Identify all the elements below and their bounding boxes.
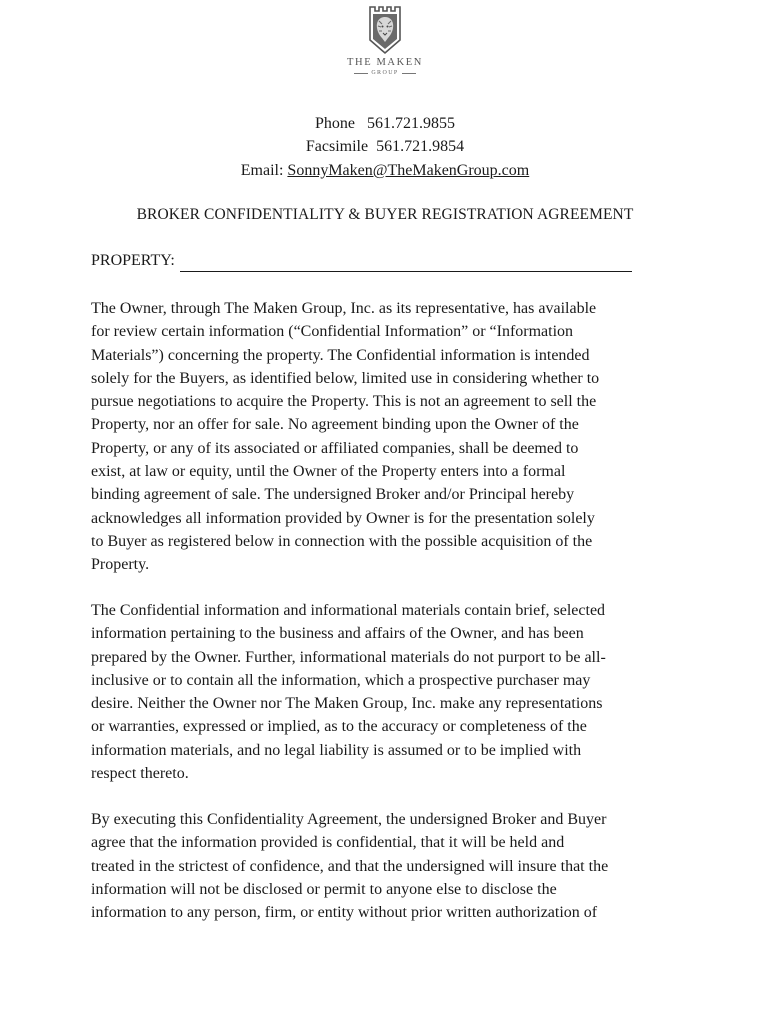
paragraph-line: or warranties, expressed or implied, as to the accuracy or completeness of the bbox=[91, 718, 587, 736]
paragraph-line: The Owner, through The Maken Group, Inc. as its representative, has available bbox=[91, 300, 597, 317]
document-title: BROKER CONFIDENTIALITY & BUYER REGISTRATION AGREEMENT bbox=[136, 206, 634, 223]
paragraph-line: inclusive or to contain all the information, which a prospective purchaser may bbox=[91, 671, 591, 689]
paragraph-3 bbox=[91, 808, 691, 924]
paragraph-line: prepared by the Owner. Further, informational materials do not purport to be all- bbox=[91, 648, 606, 666]
phone-line: Phone 561.721.9855 bbox=[315, 115, 455, 132]
paragraph-line: treated in the strictest of confidence, and that the undersigned will insure that the bbox=[91, 857, 609, 875]
paragraph-line: information will not be disclosed or permit to anyone else to disclose the bbox=[91, 880, 557, 898]
logo-name: THE MAKEN bbox=[347, 57, 423, 68]
lion-crest-icon bbox=[367, 4, 403, 56]
paragraph-line: acknowledges all information provided by Owner is for the presentation solely bbox=[91, 509, 595, 527]
paragraph-line: information materials, and no legal liability is assumed or to be implied with bbox=[91, 741, 582, 759]
paragraph-line: binding agreement of sale. The undersigned Broker and/or Principal hereby bbox=[91, 486, 575, 504]
paragraph-2 bbox=[91, 599, 691, 785]
paragraph-line: respect thereto. bbox=[91, 765, 189, 783]
logo-subtitle bbox=[330, 69, 440, 78]
paragraph-1 bbox=[91, 297, 691, 577]
logo-sub-text: GROUP bbox=[371, 70, 399, 76]
paragraph-line: desire. Neither the Owner nor The Maken Group, Inc. make any representations bbox=[91, 695, 603, 713]
contact-block bbox=[0, 112, 770, 182]
paragraph-line: exist, at law or equity, until the Owner of the Property enters into a formal bbox=[91, 463, 566, 481]
paragraph-line: information pertaining to the business and affairs of the Owner, and has been bbox=[91, 625, 584, 643]
paragraph-line: solely for the Buyers, as identified below, limited use in considering whether to bbox=[91, 369, 600, 387]
property-field bbox=[91, 250, 632, 272]
email-label: Email: bbox=[240, 161, 288, 179]
paragraph-line: to Buyer as registered below in connection with the possible acquisition of the bbox=[91, 532, 593, 550]
paragraph-line: for review certain information (“Confidential Information” or “Information bbox=[91, 323, 574, 341]
logo-rule-left bbox=[354, 73, 368, 74]
paragraph-line: The Confidential information and informational materials contain brief, selected bbox=[91, 602, 606, 619]
paragraph-line: pursue negotiations to acquire the Property. This is not an agreement to sell the bbox=[91, 393, 597, 411]
paragraph-line: By executing this Confidentiality Agreement, the undersigned Broker and Buyer bbox=[91, 811, 607, 828]
paragraph-line: agree that the information provided is confidential, that it will be held and bbox=[91, 834, 565, 852]
email-line bbox=[0, 159, 770, 182]
paragraph-line: Property, or any of its associated or affiliated companies, shall be deemed to bbox=[91, 439, 579, 457]
company-logo bbox=[330, 4, 440, 78]
property-label: PROPERTY: bbox=[91, 252, 175, 269]
fax-line: Facsimile 561.721.9854 bbox=[305, 138, 465, 156]
paragraph-line: Property. bbox=[91, 556, 150, 574]
property-blank-line bbox=[180, 254, 632, 272]
paragraph-line: Materials”) concerning the property. The Confidential information is intended bbox=[91, 346, 590, 364]
email-link[interactable]: SonnyMaken@TheMakenGroup.com bbox=[287, 161, 530, 179]
paragraph-line: information to any person, firm, or entity without prior written authorization of bbox=[91, 904, 598, 922]
logo-rule-right bbox=[402, 73, 416, 74]
paragraph-line: Property, nor an offer for sale. No agreement binding upon the Owner of the bbox=[91, 416, 579, 434]
